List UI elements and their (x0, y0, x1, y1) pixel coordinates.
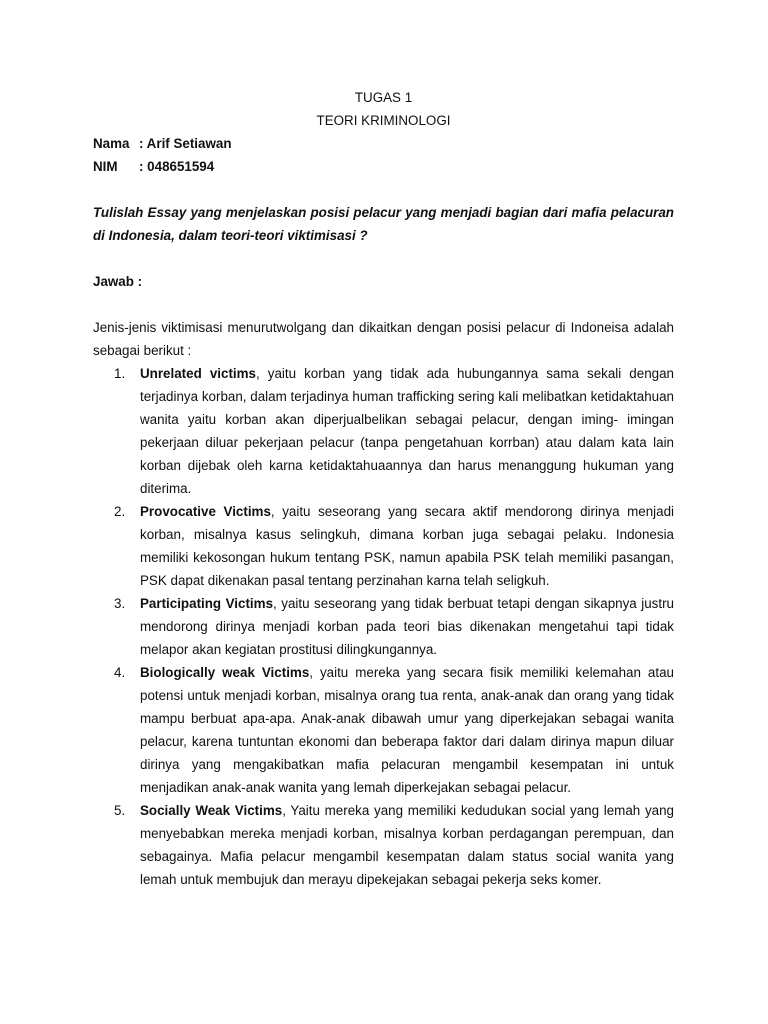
list-item-text: , yaitu seseorang yang tidak berbuat tetapi dengan sikapnya justru mendorong dirinya menjadi korban pada teori bias dikenakan mengetahui tapi tidak melapor akan kegiatan prostitusi dilingkungannya. (140, 596, 674, 657)
spacer (93, 178, 674, 201)
list-item (93, 661, 674, 799)
nama-value: : Arif Setiawan (139, 136, 232, 151)
nim-value: : 048651594 (139, 159, 215, 174)
nim-row (93, 155, 674, 178)
nim-label: NIM (93, 159, 118, 174)
list-item-text: , yaitu seseorang yang secara aktif mendorong dirinya menjadi korban, misalnya kasus selingkuh, dimana korban juga sebagai pelaku. Indonesia memiliki kekosongan hukum tentang PSK, namun apabila PSK telah memiliki pasangan, PSK dapat dikenakan pasal tentang perzinahan karna telah seligkuh. (140, 504, 674, 588)
intro-paragraph: Jenis-jenis viktimisasi menurutwolgang dan dikaitkan dengan posisi pelacur di Indoneisa adalah sebagai berikut : (93, 320, 674, 358)
list-item (93, 500, 674, 592)
list-item-number: 5. (114, 803, 126, 818)
list-item (93, 592, 674, 661)
victims-list (93, 362, 674, 891)
assignment-question: Tulislah Essay yang menjelaskan posisi pelacur yang menjadi bagian dari mafia pelacuran di Indonesia, dalam teori-teori viktimisasi ? (93, 205, 674, 243)
list-item-text: , Yaitu mereka yang memiliki kedudukan social yang lemah yang menyebabkan mereka menjadi korban, misalnya korban perdagangan perempuan, dan sebagainya. Mafia pelacur mengambil kesempatan dalam status social wanita yang lemah untuk membujuk dan merayu dipekejakan sebagai pekerja seks komer. (140, 803, 674, 887)
nama-row (93, 132, 674, 155)
spacer (93, 247, 674, 270)
list-item-term: Unrelated victims (140, 366, 256, 381)
nama-label: Nama (93, 136, 130, 151)
list-item-text: , yaitu korban yang tidak ada hubungannya sama sekali dengan terjadinya korban, dalam terjadinya human trafficking sering kali melibatkan ketidaktahuan wanita yaitu korban akan diperjualbelikan sebagai pelacur, dengan iming- imingan pekerjaan diluar pekerjaan pelacur (tanpa pengetahuan korrban) atau dalam kata lain korban dijebak oleh karna ketidaktahuaannya dan harus menanggung hukuman yang diterima. (140, 366, 674, 496)
document-title: TUGAS 1 (354, 90, 413, 105)
document-subtitle: TEORI KRIMINOLOGI (316, 113, 451, 128)
list-item-number: 3. (114, 596, 126, 611)
answer-label: Jawab : (93, 274, 143, 289)
list-item (93, 362, 674, 500)
list-item-number: 4. (114, 665, 126, 680)
list-item (93, 799, 674, 891)
list-item-number: 2. (114, 504, 126, 519)
list-item-term: Biologically weak Victims (140, 665, 310, 680)
list-item-term: Socially Weak Victims (140, 803, 283, 818)
list-item-term: Participating Victims (140, 596, 274, 611)
list-item-number: 1. (114, 366, 126, 381)
spacer (93, 293, 674, 316)
list-item-text: , yaitu mereka yang secara fisik memiliki kelemahan atau potensi untuk menjadi korban, misalnya orang tua renta, anak-anak dan orang yang tidak mampu berbuat apa-apa. Anak-anak dibawah umur yang diperkejakan sebagai wanita pelacur, karena tuntuntan ekonomi dan beberapa faktor dari dalam dirinya mapun diluar dirinya yang mengakibatkan mafia pelacuran mengambil kesempatan ini untuk menjadikan anak-anak wanita yang lemah diperkejakan sebagai pelacur. (140, 665, 674, 795)
list-item-term: Provocative Victims (140, 504, 271, 519)
